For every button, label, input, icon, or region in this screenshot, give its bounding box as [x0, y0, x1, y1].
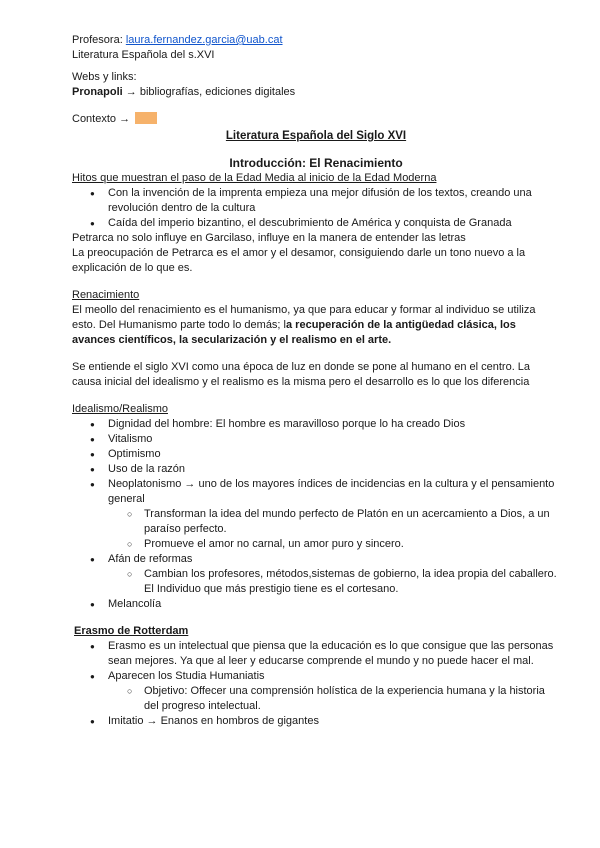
contexto-label: Contexto → [72, 113, 131, 125]
siglo-xvi-paragraph: Se entiende el siglo XVI como una época de luz en donde se pone al humano en el centro. La causa inicial del idealismo y el realismo es la misma pero el desarrollo es lo que los diferencia [72, 361, 531, 388]
webs-label: Webs y links: [72, 71, 137, 83]
pronapoli-name: Pronapoli [72, 86, 123, 98]
idealismo-heading: Idealismo/Realismo [72, 403, 168, 415]
renacimiento-paragraph [72, 303, 560, 348]
sub-list-item: ○ Cambian los profesores, métodos,sistemas de gobierno, la idea propia del caballero. El Individuo que más prestigio tiene es el cortesano. [72, 567, 560, 597]
sub-list-item: ○ Objetivo: Offecer una comprensión holística de la experiencia humana y la historia del progreso intelectual. [72, 684, 560, 714]
list-item: ● Melancolía [72, 597, 560, 612]
renacimiento-heading: Renacimiento [72, 289, 140, 301]
petrarca-line-2: La preocupación de Petrarca es el amor y el desamor, consiguiendo darle un tono nuevo a la explicación de lo que es. [72, 247, 526, 274]
contexto-line [72, 112, 560, 127]
list-item: ● Imitatio → Enanos en hombros de gigantes [72, 714, 560, 729]
pronapoli-line [72, 85, 560, 100]
pronapoli-desc: → bibliografías, ediciones digitales [125, 86, 296, 98]
list-item: ● Caída del imperio bizantino, el descubrimiento de América y conquista de Granada [72, 216, 560, 231]
erasmo-list [72, 639, 560, 729]
idealismo-list [72, 417, 560, 612]
list-item: ● Uso de la razón [72, 462, 560, 477]
list-item: ● Dignidad del hombre: El hombre es maravilloso porque lo ha creado Dios [72, 417, 560, 432]
list-item: ● Vitalismo [72, 432, 560, 447]
list-item: ● Con la invención de la imprenta empieza una mejor difusión de los textos, creando una revolución dentro de la cultura [72, 186, 560, 216]
petrarca-line-1: Petrarca no solo influye en Garcilaso, influye en la manera de entender las letras [72, 232, 466, 244]
list-item: ● Neoplatonismo → uno de los mayores índices de incidencias en la cultura y el pensamiento general [72, 477, 560, 507]
list-item: ● Afán de reformas [72, 552, 560, 567]
profesora-line [72, 33, 560, 48]
renacimiento-text: El meollo del renacimiento es el humanismo, ya que para educar y formar al individuo se utiliza esto. Del Humanismo parte todo lo demás; l [72, 304, 536, 331]
course-name: Literatura Española del s.XVI [72, 49, 215, 61]
renacimiento-bold-text: a recuperación de la antigüedad clásica, los avances científicos, la secularización y el realismo en el arte. [72, 319, 516, 346]
hitos-list [72, 186, 560, 231]
list-item: ● Optimismo [72, 447, 560, 462]
erasmo-heading: Erasmo de Rotterdam [74, 625, 189, 637]
page-title: Literatura Española del Siglo XVI [225, 130, 407, 142]
list-item: ● Aparecen los Studia Humaniatis [72, 669, 560, 684]
hitos-heading: Hitos que muestran el paso de la Edad Media al inicio de la Edad Moderna [72, 172, 437, 184]
sub-list-item: ○ Promueve el amor no carnal, un amor puro y sincero. [72, 537, 560, 552]
profesora-email-link[interactable]: laura.fernandez.garcia@uab.cat [125, 34, 283, 46]
list-item: ● Erasmo es un intelectual que piensa que la educación es lo que consigue que las personas sean mejores. Ya que al leer y educarse comprende el mundo y no puede hacer el mal. [72, 639, 560, 669]
sub-list-item: ○ Transforman la idea del mundo perfecto de Platón en un acercamiento a Dios, a un paraíso perfecto. [72, 507, 560, 537]
intro-heading: Introducción: El Renacimiento [229, 156, 403, 170]
contexto-color-swatch [135, 112, 157, 124]
profesora-label: Profesora: [72, 34, 123, 46]
